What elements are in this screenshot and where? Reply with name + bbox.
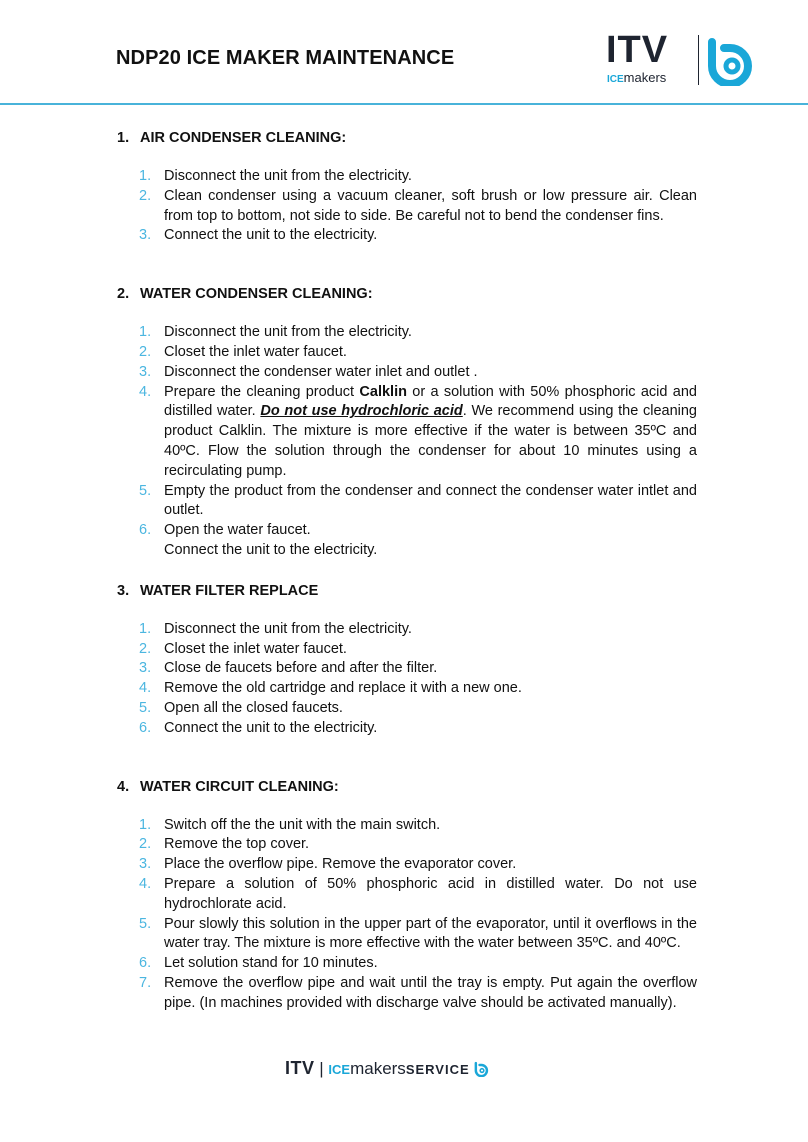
logo-makers-text: makers bbox=[623, 70, 667, 85]
section-heading: 1. AIR CONDENSER CLEANING: bbox=[117, 130, 347, 146]
logo-mark-icon bbox=[706, 36, 758, 86]
list-item: 2. Remove the top cover. bbox=[139, 836, 310, 853]
logo-separator bbox=[698, 35, 699, 85]
warning-text: Do not use hydrochloric acid bbox=[260, 403, 463, 420]
list-item: 5. Open all the closed faucets. bbox=[139, 699, 343, 716]
list-item: 1. Disconnect the unit from the electricity. bbox=[139, 324, 412, 341]
section-heading: 4. WATER CIRCUIT CLEANING: bbox=[117, 778, 339, 795]
list-item: 1. Disconnect the unit from the electricity. bbox=[139, 168, 412, 184]
step-list bbox=[117, 167, 697, 246]
list-item: 6. Let solution stand for 10 minutes. bbox=[139, 955, 378, 972]
document-body bbox=[117, 128, 697, 1014]
section-heading: 3. WATER FILTER REPLACE bbox=[117, 582, 319, 599]
step-list bbox=[117, 816, 697, 1014]
list-item: 3. Close de faucets before and after the filter. bbox=[139, 660, 438, 677]
header-rule bbox=[0, 103, 808, 105]
list-item: 4. Remove the old cartridge and replace it with a new one. bbox=[139, 680, 522, 697]
itv-logo bbox=[606, 29, 761, 87]
step-list bbox=[117, 323, 697, 561]
list-item: 2. Clean condenser using a vacuum cleaner, soft brush or low pressure air. Clean from top to bottom, not side to side. Be careful not to bend the condenser fins. bbox=[139, 187, 697, 224]
list-item: 1. Switch off the the unit with the main switch. bbox=[139, 816, 441, 833]
list-item: 2. Closet the inlet water faucet. bbox=[139, 343, 347, 360]
page-title: NDP20 ICE MAKER MAINTENANCE bbox=[116, 47, 455, 69]
footer-separator: | bbox=[319, 1059, 324, 1078]
logo-subtitle bbox=[607, 71, 666, 85]
footer-service: SERVICE bbox=[405, 1062, 470, 1077]
logo-ice-text: ICE bbox=[607, 74, 624, 85]
product-name: Calklin bbox=[359, 383, 407, 400]
list-item: 2. Closet the inlet water faucet. bbox=[139, 640, 347, 657]
list-item: Connect the unit to the electricity. bbox=[164, 541, 378, 558]
list-item: 1. Disconnect the unit from the electricity. bbox=[139, 620, 412, 637]
list-item: 5. Pour slowly this solution in the upper part of the evaporator, until it overflows in the water tray. The mixture is more effective with the water between 35ºC. and 40ºC. bbox=[139, 915, 697, 952]
footer-logo bbox=[285, 1058, 525, 1082]
footer-itv: ITV bbox=[285, 1058, 315, 1078]
list-item: 3. Connect the unit to the electricity. bbox=[139, 227, 378, 244]
footer-mark-icon bbox=[474, 1061, 490, 1077]
list-item: 6. Connect the unit to the electricity. bbox=[139, 719, 378, 736]
logo-main-text: ITV bbox=[606, 29, 669, 71]
section-heading: 2. WATER CONDENSER CLEANING: bbox=[117, 286, 373, 303]
list-item: 4. Prepare the cleaning product Calklin or a solution with 50% phosphoric acid and distilled water. Do not use hydrochloric acid. We recommend using the cleaning product Calklin. The mixture is more effective if the water is between 35ºC and 40ºC. Flow the solution through the condenser for about 10 minutes using a recirculating pump. bbox=[139, 383, 697, 479]
list-item: 6. Open the water faucet. bbox=[139, 522, 311, 539]
footer-makers: makers bbox=[350, 1059, 406, 1078]
list-item: 3. Place the overflow pipe. Remove the evaporator cover. bbox=[139, 856, 517, 873]
list-item: 4. Prepare a solution of 50% phosphoric acid in distilled water. Do not use hydrochlorate acid. bbox=[139, 875, 697, 912]
list-item: 3. Disconnect the condenser water inlet and outlet . bbox=[139, 363, 478, 380]
footer-ice: ICE bbox=[328, 1062, 351, 1077]
list-item: 5. Empty the product from the condenser and connect the condenser water intlet and outlet. bbox=[139, 482, 697, 519]
list-item: 7. Remove the overflow pipe and wait until the tray is empty. Put again the overflow pipe. (In machines provided with discharge valve should be activated manually). bbox=[139, 974, 697, 1011]
step-list bbox=[117, 620, 697, 739]
